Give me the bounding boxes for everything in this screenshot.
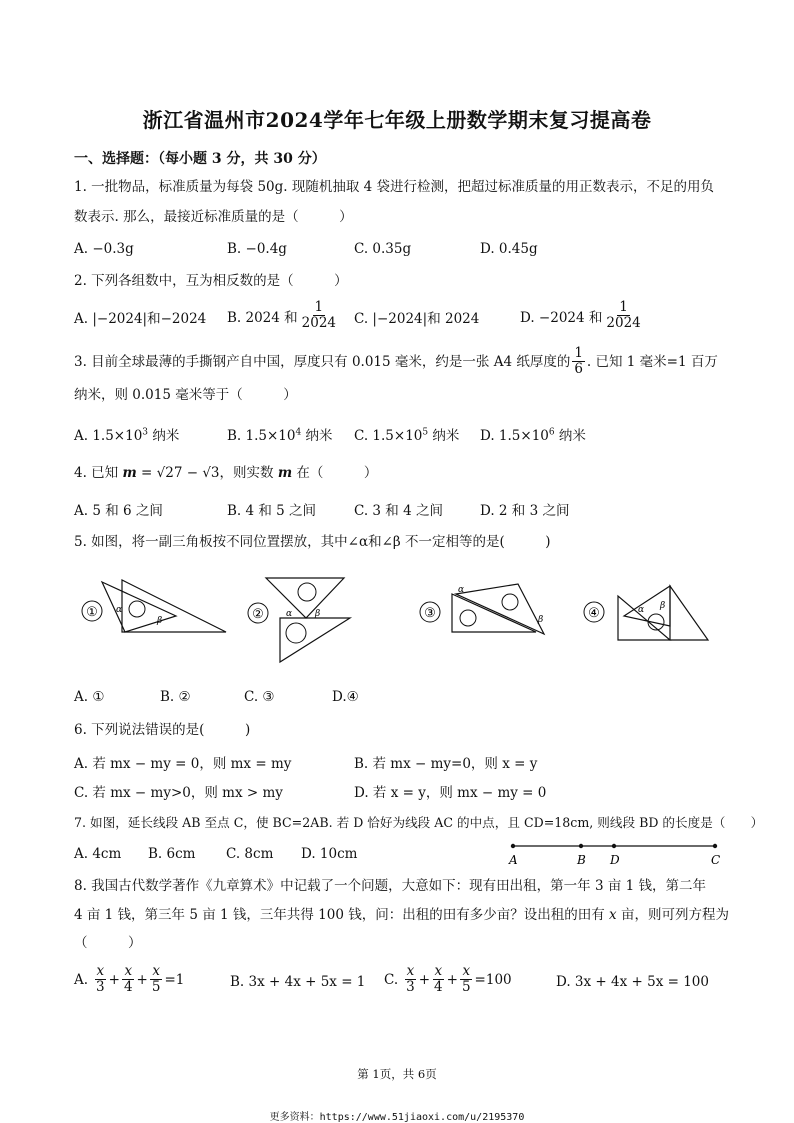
q8-option-b: B. 3x + 4x + 5x = 1 [230, 974, 366, 990]
q5-figure-4 [582, 582, 712, 644]
q5-figure-1 [78, 574, 228, 636]
point-a [511, 844, 515, 848]
q1-option-d: D. 0.45g [480, 241, 538, 257]
q2-option-d [520, 300, 645, 331]
q3-option-c: C. $1.5\times 10^5$ 纳米 [354, 427, 460, 444]
q2-option-b-fraction [300, 300, 338, 331]
ruler-hole [502, 594, 518, 610]
q3-option-b: B. $1.5\times 10^4$ 纳米 [227, 427, 333, 444]
q6-option-d: D. 若 x = y，则 mx − my = 0 [354, 785, 547, 801]
q7-option-b: B. 6cm [148, 846, 196, 862]
page-number: 第 1页，共 6页 [357, 1067, 437, 1081]
q3-fraction [572, 346, 585, 377]
triangle-ruler [670, 586, 708, 640]
q2-option-d-fraction [604, 300, 642, 331]
q8-option-c: C. $\frac{x}{3}$ + $\frac{x}{4}$ + $\frac{x}{5}$ =100 [384, 963, 512, 995]
q2-option-b-text: B. 2024 和 [227, 309, 298, 326]
fraction-denominator: 2024 [301, 315, 337, 331]
point-label-b: B [577, 853, 586, 867]
fraction-denominator: 6 [574, 361, 583, 377]
ruler-hole [286, 623, 306, 643]
q6-option-a: A. 若 mx − my = 0，则 mx = my [74, 756, 292, 772]
q7-stem: 7. 如图，延长线段 AB 至点 C，使 BC=2AB. 若 D 恰好为线段 AC 的中点，且 CD=18cm, 则线段 BD 的长度是（ ） [74, 815, 764, 830]
q1-option-b: B. −0.4g [227, 241, 287, 257]
triangle-ruler [122, 580, 226, 632]
q1-line2: 数表示. 那么，最接近标准质量的是（ ） [74, 209, 353, 225]
more-resources-link[interactable]: 更多资料：https://www.51jiaoxi.com/u/2195370 [269, 1112, 525, 1123]
q8-line1: 8. 我国古代数学著作《九章算术》中记载了一个问题，大意如下：现有田出租，第一年 3 亩 1 钱，第二年 [74, 878, 707, 894]
alpha-label: α [458, 585, 465, 595]
point-c [713, 844, 717, 848]
page-title: 浙江省温州市2024学年七年级上册数学期末复习提高卷 [142, 108, 652, 132]
fraction-numerator: 1 [574, 345, 583, 361]
figure-number-4: ④ [588, 606, 600, 621]
point-label-a: A [509, 853, 518, 867]
fraction-numerator: 1 [314, 299, 324, 315]
ruler-hole [460, 610, 476, 626]
q5-option-b: B. ② [160, 689, 191, 705]
q7-option-d: D. 10cm [301, 846, 358, 862]
q4-option-c: C. 3 和 4 之间 [354, 503, 443, 519]
fraction-numerator: 1 [619, 299, 628, 315]
q3-line1 [74, 346, 718, 377]
q5-stem: 5. 如图，将一副三角板按不同位置摆放，其中∠α和∠β 不一定相等的是( ) [74, 534, 551, 550]
q4-stem: 4. 已知 m = √27 − √3，则实数 m 在（ ） [74, 465, 378, 481]
point-label-d: D [610, 853, 620, 867]
q8-line3: （ ） [74, 935, 142, 951]
triangle-ruler [266, 578, 344, 618]
alpha-label: α [638, 605, 645, 615]
q4-option-d: D. 2 和 3 之间 [480, 503, 570, 519]
q5-figure-2 [244, 576, 354, 666]
alpha-label: α [116, 605, 123, 615]
point-d [612, 844, 616, 848]
figure-number-2: ② [252, 607, 264, 622]
triangle-ruler [456, 584, 544, 634]
section-heading: 一、选择题：（每小题 3 分，共 30 分） [74, 151, 326, 167]
alpha-label: α [286, 609, 293, 619]
beta-label: β [538, 615, 544, 625]
q5-option-d: D.④ [332, 689, 359, 705]
q8-option-a: A. $\frac{x}{3}$ + $\frac{x}{4}$ + $\frac{x}{5}$ =1 [74, 963, 185, 995]
q6-option-b: B. 若 mx − my=0，则 x = y [354, 756, 538, 772]
q7-option-a: A. 4cm [74, 846, 122, 862]
q8-option-d: D. 3x + 4x + 5x = 100 [556, 974, 709, 990]
triangle-ruler [452, 594, 536, 632]
q7-segment-figure [505, 838, 725, 868]
q2-option-c: C. |−2024|和 2024 [354, 311, 480, 327]
beta-label: β [315, 609, 321, 619]
q1-option-c: C. 0.35g [354, 241, 412, 257]
q1-line1: 1. 一批物品，标准质量为每袋 50g. 现随机抽取 4 袋进行检测，把超过标准质量的用正数表示，不足的用负 [74, 179, 715, 195]
triangle-ruler [102, 582, 176, 632]
q3-line1-text: 3. 目前全球最薄的手撕钢产自中国，厚度只有 0.015 毫米，约是一张 A4 纸厚度的 [74, 353, 571, 370]
q2-stem: 2. 下列各组数中，互为相反数的是（ ） [74, 273, 348, 289]
q7-option-c: C. 8cm [226, 846, 274, 862]
fraction-denominator: 2024 [606, 315, 641, 331]
q6-stem: 6. 下列说法错误的是( ) [74, 722, 251, 738]
q1-option-a: A. −0.3g [74, 241, 134, 257]
figure-number-1: ① [86, 605, 98, 620]
figure-number-3: ③ [424, 606, 436, 621]
beta-label: β [660, 601, 666, 611]
point-b [579, 844, 583, 848]
q4-option-a: A. 5 和 6 之间 [74, 503, 163, 519]
ruler-hole [298, 583, 316, 601]
q2-option-a: A. |−2024|和−2024 [74, 311, 207, 327]
q5-figure-3 [418, 578, 558, 666]
point-label-c: C [711, 853, 721, 867]
q8-line2: 4 亩 1 钱，第三年 5 亩 1 钱，三年共得 100 钱，问：出租的田有多少亩？设出租的田有 x 亩，则可列方程为 [74, 907, 729, 923]
q5-option-a: A. ① [74, 689, 105, 705]
ruler-hole [129, 601, 145, 617]
q3-option-d: D. $1.5\times 10^6$ 纳米 [480, 427, 586, 444]
q3-line2: 纳米，则 0.015 毫米等于（ ） [74, 387, 297, 403]
q2-option-b [227, 300, 340, 331]
q5-option-c: C. ③ [244, 689, 275, 705]
q3-line1-end: . 已知 1 毫米=1 百万 [586, 353, 718, 370]
q4-option-b: B. 4 和 5 之间 [227, 503, 317, 519]
q6-option-c: C. 若 mx − my>0，则 mx > my [74, 785, 283, 801]
beta-label: β [157, 616, 163, 626]
q2-option-d-text: D. −2024 和 [520, 309, 603, 326]
q3-option-a: A. $1.5\times 10^3$ 纳米 [74, 427, 180, 444]
